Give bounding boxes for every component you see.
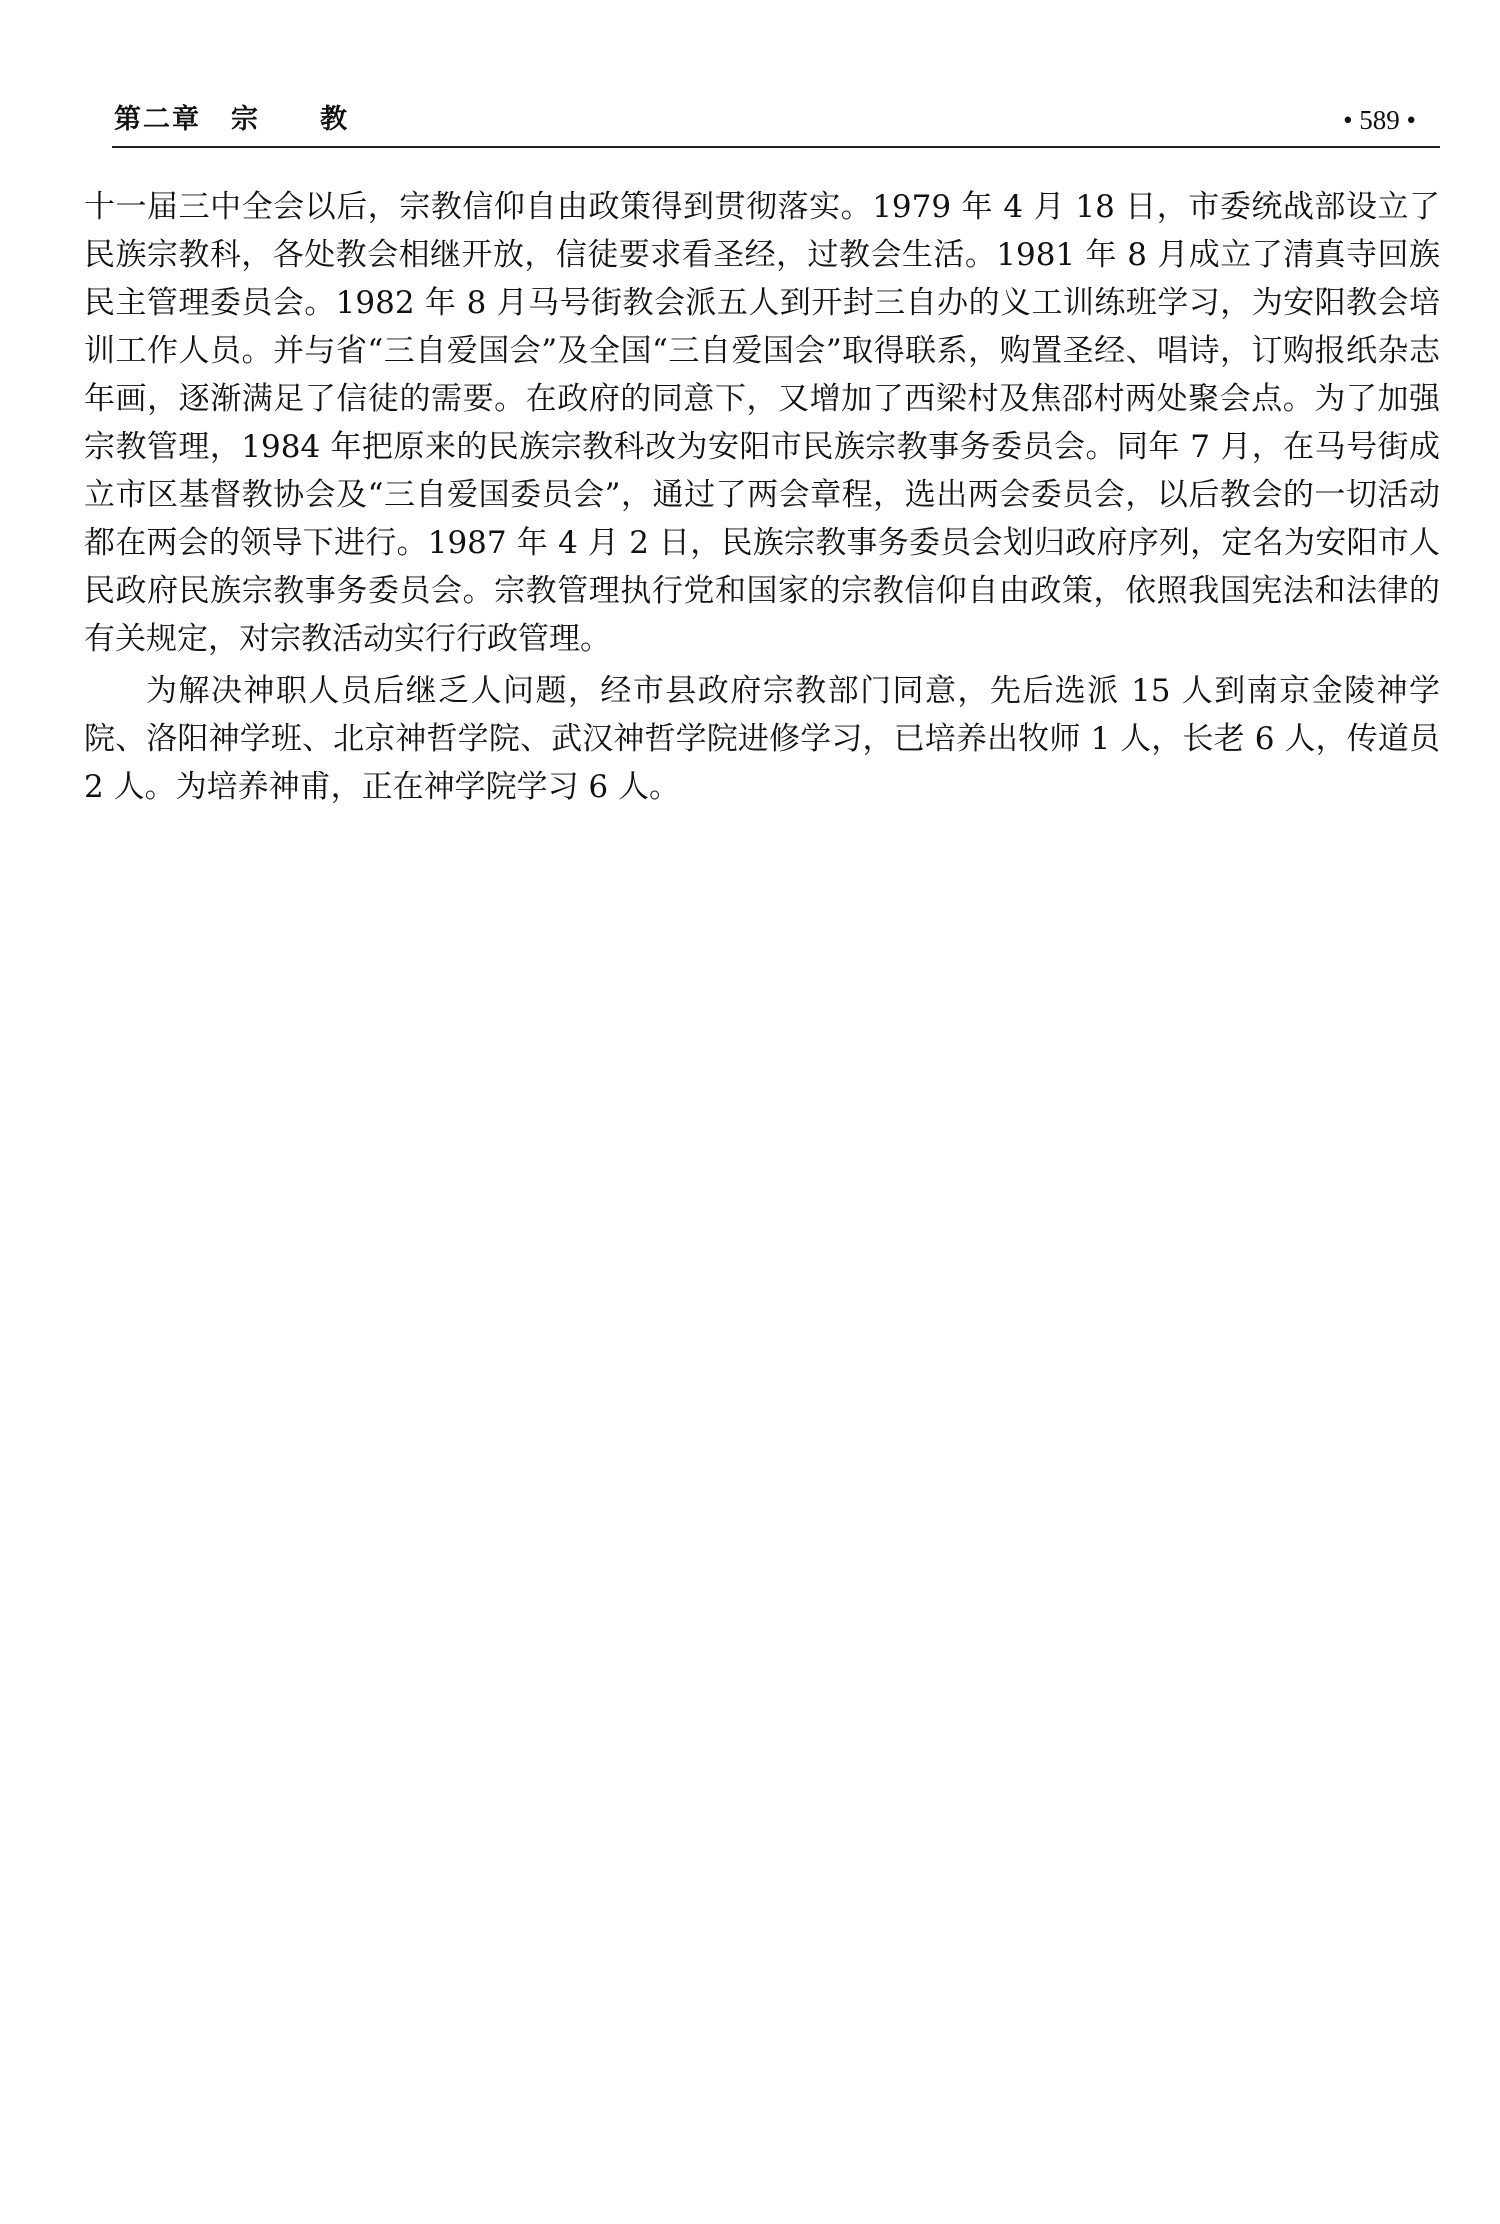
page-number: • 589 • [1343, 105, 1416, 135]
paragraph-clergy-training: 为解决神职人员后继乏人问题，经市县政府宗教部门同意，先后选派 15 人到南京金陵神学院、洛阳神学班、北京神哲学院、武汉神哲学院进修学习，已培养出牧师 1 人，长老 6 人，传道员 2 人。为培养神甫，正在神学院学习 6 人。 [84, 673, 1440, 805]
body-text [84, 183, 1440, 811]
running-header [112, 100, 1440, 148]
chapter-number: 第二章 [114, 104, 201, 135]
paragraph-continuation: 十一届三中全会以后，宗教信仰自由政策得到贯彻落实。1979 年 4 月 18 日，市委统战部设立了民族宗教科，各处教会相继开放，信徒要求看圣经，过教会生活。1981 年 8 月成立了清真寺回族民主管理委员会。1982 年 8 月马号街教会派五人到开封三自办的义工训练班学习，为安阳教会培训工作人员。并与省“三自爱国会”及全国“三自爱国会”取得联系，购置圣经、唱诗，订购报纸杂志年画，逐渐满足了信徒的需要。在政府的同意下，又增加了西梁村及焦邵村两处聚会点。为了加强宗教管理，1984 年把原来的民族宗教科改为安阳市民族宗教事务委员会。同年 7 月，在马号街成立市区基督教协会及“三自爱国委员会”，通过了两会章程，选出两会委员会，以后教会的一切活动都在两会的领导下进行。1987 年 4 月 2 日，民族宗教事务委员会划归政府序列，定名为安阳市人民政府民族宗教事务委员会。宗教管理执行党和国家的宗教信仰自由政策，依照我国宪法和法律的有关规定，对宗教活动实行行政管理。 [84, 189, 1440, 657]
chapter-heading [114, 100, 349, 140]
chapter-title-part1: 宗 [231, 104, 260, 135]
chapter-title-part2: 教 [320, 104, 349, 135]
